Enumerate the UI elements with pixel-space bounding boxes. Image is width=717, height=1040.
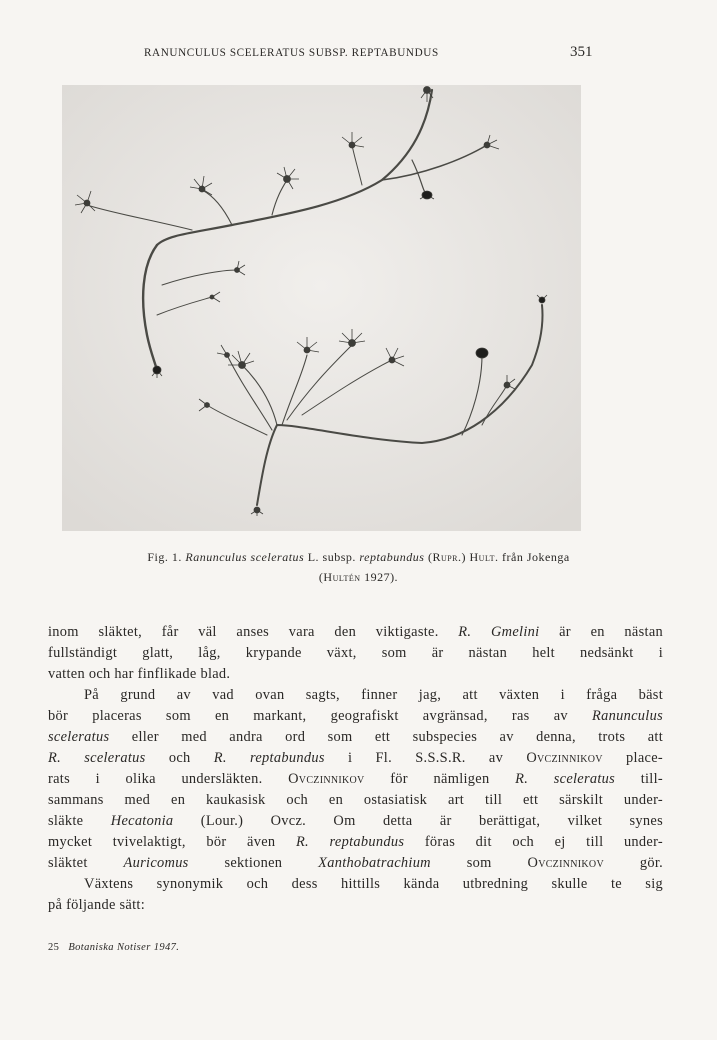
- body-line: vatten och har finflikade blad.: [48, 666, 231, 682]
- body-line: mycket tvivelaktigt, bör även R. reptabundus föras dit och ej till under-: [48, 834, 664, 850]
- italic-term: R. sceleratus: [48, 750, 146, 766]
- journal-name: Botaniska Notiser 1947.: [68, 942, 180, 953]
- running-head: [0, 44, 717, 64]
- caption-author: L.: [307, 550, 320, 564]
- caption-citation: (Hultén 1927).: [318, 570, 399, 584]
- italic-term: R. reptabundus: [295, 834, 405, 850]
- figure-plate-herbarium-specimen: [62, 85, 581, 531]
- body-line: sceleratus eller med andra ord som ett subspecies av denna, trots att: [48, 729, 663, 745]
- plant-illustration: [62, 85, 581, 531]
- body-line: R. sceleratus och R. reptabundus i Fl. S.S.S.R. av Ovczinnikov place-: [48, 750, 663, 766]
- page-footer: [48, 942, 179, 953]
- italic-term: R. reptabundus: [213, 750, 325, 766]
- caption-line-1: [40, 547, 677, 567]
- caption-rank: subsp.: [322, 550, 356, 564]
- body-line: sammans med en kaukasisk och en ostasiatisk art till ett särskilt under-: [48, 792, 663, 808]
- body-line: rats i olika undersläkten. Ovczinnikov för nämligen R. sceleratus till-: [48, 771, 663, 787]
- italic-term: R. sceleratus: [515, 771, 616, 787]
- caption-locality: från Jokenga: [502, 550, 570, 564]
- body-line: släktet Auricomus sektionen Xanthobatrachium som Ovczinnikov gör.: [48, 855, 664, 871]
- italic-term: sceleratus: [48, 729, 110, 745]
- caption-label: Fig. 1.: [147, 550, 182, 564]
- italic-term: Hecatonia: [110, 813, 174, 829]
- italic-term: Ranunculus: [592, 708, 663, 724]
- italic-term: R. Gmelini: [458, 624, 540, 640]
- sheet-number: 25: [48, 942, 60, 953]
- body-line: bör placeras som en markant, geografiskt avgränsad, ras av Ranunculus: [48, 708, 663, 724]
- author-name: Ovczinnikov: [526, 750, 603, 766]
- caption-epithet: reptabundus: [359, 550, 425, 564]
- body-line: på följande sätt:: [48, 897, 146, 913]
- page-number: 351: [570, 44, 593, 60]
- body-line: På grund av vad ovan sagts, finner jag, att växten i fråga bäst: [84, 687, 663, 703]
- body-line: inom släktet, får väl anses vara den viktigaste. R. Gmelini är en nästan: [48, 624, 663, 640]
- body-line: Växtens synonymik och dess hittills kända utbredning skulle te sig: [84, 876, 663, 892]
- running-title: RANUNCULUS SCELERATUS SUBSP. REPTABUNDUS: [144, 47, 439, 59]
- caption-species: Ranunculus sceleratus: [185, 550, 305, 564]
- figure-caption: [40, 547, 677, 587]
- italic-term: Xanthobatrachium: [318, 855, 431, 871]
- body-line: fullständigt glatt, låg, krypande växt, som är nästan helt nedsänkt i: [48, 645, 663, 661]
- body-text: [48, 622, 663, 916]
- italic-term: Auricomus: [123, 855, 189, 871]
- caption-authority: (Rupr.) Hult.: [427, 550, 499, 564]
- author-name: Ovczinnikov: [288, 771, 365, 787]
- author-name: Ovczinnikov: [527, 855, 604, 871]
- body-line: släkte Hecatonia (Lour.) Ovcz. Om detta är berättigat, vilket synes: [48, 813, 664, 829]
